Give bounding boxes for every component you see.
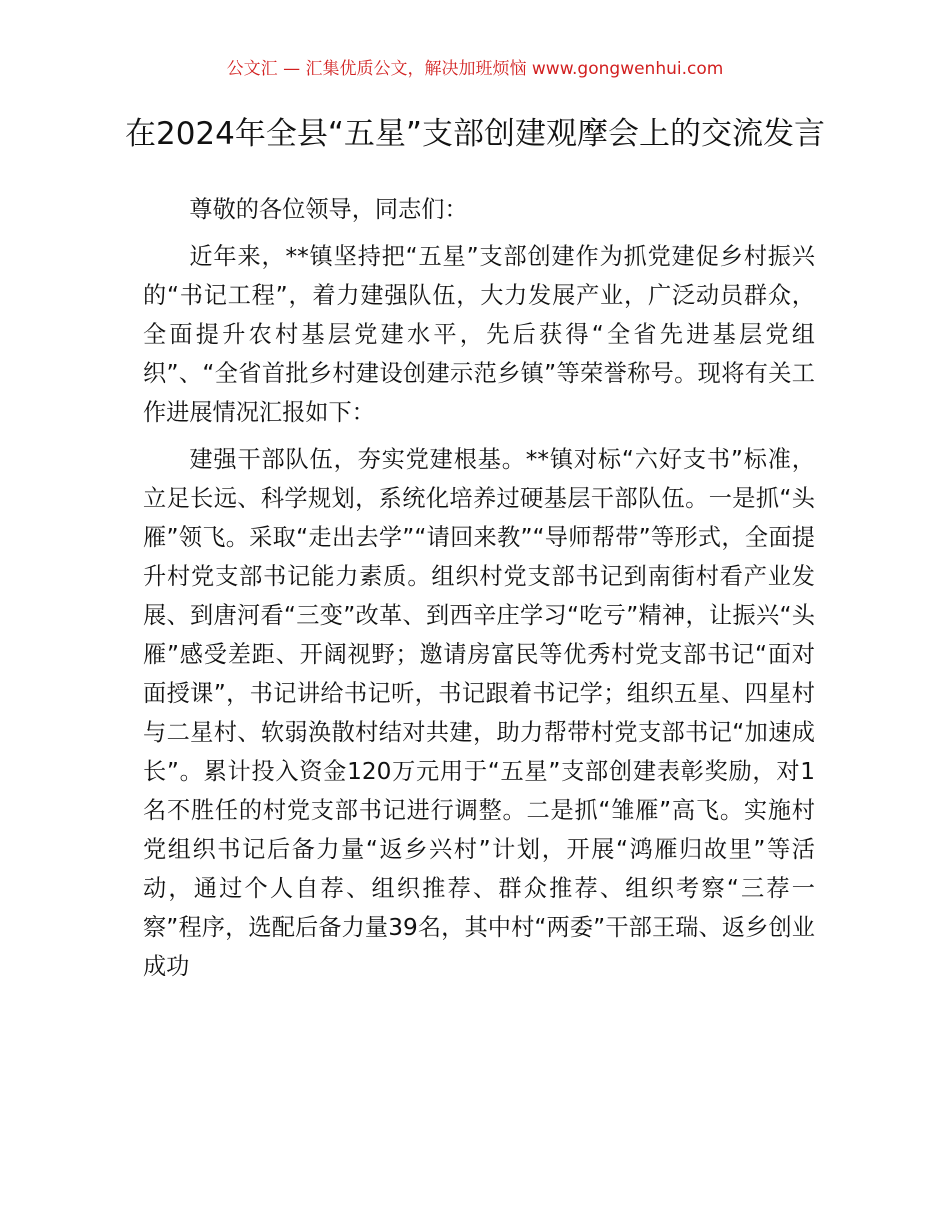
paragraph-intro: 近年来，**镇坚持把“五星”支部创建作为抓党建促乡村振兴的“书记工程”，着力建强队伍，大力发展产业，广泛动员群众，全面提升农村基层党建水平，先后获得“全省先进基层党组织”、“全省首批乡村建设创建示范乡镇”等荣誉称号。现将有关工作进展情况汇报如下：: [143, 243, 815, 426]
document-title: 在2024年全县“五星”支部创建观摩会上的交流发言: [124, 116, 825, 152]
paragraph-cadre-team: 建强干部队伍，夯实党建根基。**镇对标“六好支书”标准，立足长远、科学规划，系统化培养过硬基层干部队伍。一是抓“头雁”领飞。采取“走出去学”“请回来教”“导师帮带”等形式，全面提升村党支部书记能力素质。组织村党支部书记到南街村看产业发展、到唐河看“三变”改革、到西辛庄学习“吃亏”精神，让振兴“头雁”感受差距、开阔视野；邀请房富民等优秀村党支部书记“面对面授课”，书记讲给书记听，书记跟着书记学；组织五星、四星村与二星村、软弱涣散村结对共建，助力帮带村党支部书记“加速成长”。累计投入资金120万元用于“五星”支部创建表彰奖励，对1名不胜任的村党支部书记进行调整。二是抓“雏雁”高飞。实施村党组织书记后备力量“返乡兴村”计划，开展“鸿雁归故里”等活动，通过个人自荐、组织推荐、群众推荐、组织考察“三荐一察”程序，选配后备力量39名，其中村“两委”干部王瑞、返乡创业成功: [143, 446, 815, 980]
site-banner: 公文汇 — 汇集优质公文，解决加班烦恼 www.gongwenhui.com: [226, 59, 724, 79]
document-body: [143, 190, 815, 994]
salutation: 尊敬的各位领导，同志们：: [189, 196, 468, 223]
